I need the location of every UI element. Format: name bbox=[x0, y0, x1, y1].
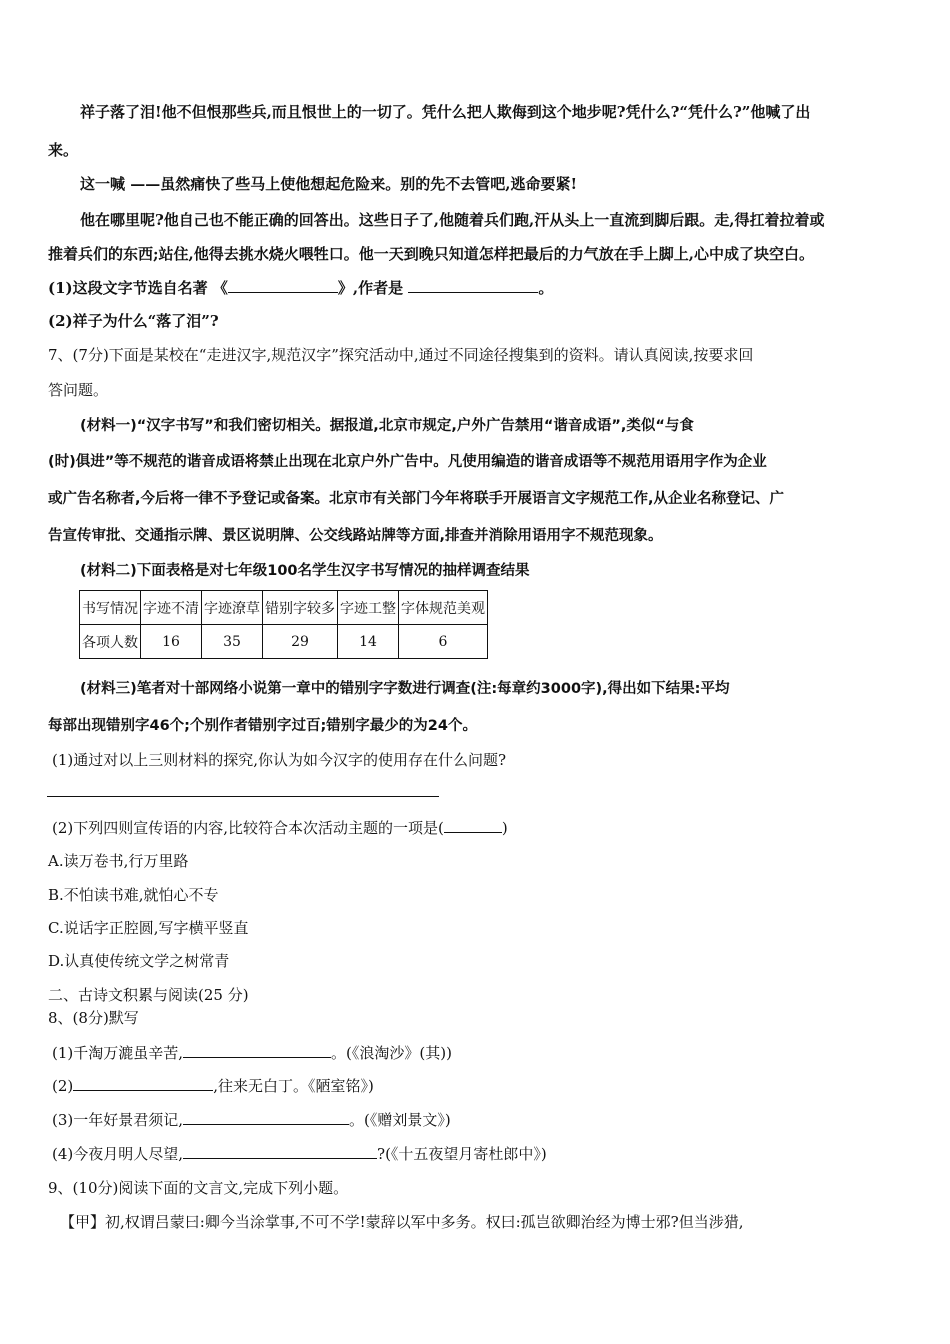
passage-paragraph-2: 这一喊 ——虽然痛快了些马上使他想起危险来。别的先不去管吧,逃命要紧! bbox=[80, 175, 578, 193]
material-1-line-2: (时)俱进”等不规范的谐音成语将禁止出现在北京户外广告中。凡使用编造的谐音成语等不规范用语用字作为企业 bbox=[48, 454, 767, 470]
table-header-cell: 字迹不清 bbox=[141, 591, 202, 625]
q8-line-3: (3)一年好景君须记, 。(《赠刘景文》) bbox=[52, 1111, 451, 1129]
option-d[interactable]: D.认真使传统文学之树常青 bbox=[48, 952, 230, 970]
table-cell: 16 bbox=[141, 625, 202, 659]
q6-sub-question-1: (1)这段文字节选自名著 《 》,作者是 。 bbox=[48, 279, 554, 297]
q8-line-4: (4)今夜月明人尽望, ?(《十五夜望月寄杜郎中》) bbox=[52, 1145, 547, 1163]
table-row bbox=[80, 625, 488, 659]
passage-paragraph-3-cont: 推着兵们的东西;站住,他得去挑水烧火喂牲口。他一天到晚只知道怎样把最后的力气放在手上脚上,心中成了块空白。 bbox=[48, 245, 814, 263]
section-heading: 二、古诗文积累与阅读(25 分) bbox=[48, 986, 249, 1004]
answer-blank[interactable] bbox=[183, 1143, 377, 1159]
material-2: (材料二)下面表格是对七年级100名学生汉字书写情况的抽样调查结果 bbox=[80, 563, 530, 579]
q7-sub-question-2: (2)下列四则宣传语的内容,比较符合本次活动主题的一项是( ) bbox=[52, 819, 508, 837]
answer-blank[interactable] bbox=[183, 1109, 349, 1125]
q8-line-1: (1)千淘万漉虽辛苦, 。(《浪淘沙》(其)) bbox=[52, 1044, 452, 1062]
table-row-label: 各项人数 bbox=[80, 625, 141, 659]
table-cell: 14 bbox=[338, 625, 399, 659]
passage-paragraph-1: 祥子落了泪!他不但恨那些兵,而且恨世上的一切了。凭什么把人欺侮到这个地步呢?凭什么?“凭什么?”他喊了出 bbox=[80, 103, 811, 121]
table-cell: 35 bbox=[202, 625, 263, 659]
material-1-line-4: 告宣传审批、交通指示牌、景区说明牌、公交线路站牌等方面,排查并消除用语用字不规范现象。 bbox=[48, 528, 663, 544]
q7-stem: 7、(7分)下面是某校在“走进汉字,规范汉字”探究活动中,通过不同途径搜集到的资料。请认真阅读,按要求回 bbox=[48, 346, 754, 364]
table-cell: 6 bbox=[399, 625, 488, 659]
q7-stem-cont: 答问题。 bbox=[48, 381, 109, 399]
table-header-cell: 字迹工整 bbox=[338, 591, 399, 625]
q8-stem: 8、(8分)默写 bbox=[48, 1009, 139, 1027]
option-b[interactable]: B.不怕读书难,就怕心不专 bbox=[48, 886, 219, 904]
material-3: (材料三)笔者对十部网络小说第一章中的错别字字数进行调查(注:每章约3000字),得出如下结果:平均 bbox=[80, 681, 730, 697]
survey-table bbox=[79, 590, 488, 659]
answer-blank[interactable] bbox=[73, 1075, 213, 1091]
material-1-line-3: 或广告名称者,今后将一律不予登记或备案。北京市有关部门今年将联手开展语言文字规范工作,从企业名称登记、广 bbox=[48, 491, 785, 507]
answer-blank[interactable] bbox=[408, 277, 538, 293]
material-1: (材料一)“汉字书写”和我们密切相关。据报道,北京市规定,户外广告禁用“谐音成语”,类似“与食 bbox=[80, 418, 694, 434]
table-cell: 29 bbox=[263, 625, 338, 659]
table-row bbox=[80, 591, 488, 625]
classical-text-jia: 【甲】初,权谓吕蒙曰:卿今当涂掌事,不可不学!蒙辞以军中多务。权曰:孤岂欲卿治经为博士邪?但当涉猎, bbox=[60, 1213, 744, 1231]
option-a[interactable]: A.读万卷书,行万里路 bbox=[48, 852, 189, 870]
q6-sub-question-2: (2)祥子为什么“落了泪”? bbox=[48, 312, 219, 330]
q8-line-2: (2) ,往来无白丁。《陋室铭》) bbox=[52, 1077, 374, 1095]
passage-paragraph-3: 他在哪里呢?他自己也不能正确的回答出。这些日子了,他随着兵们跑,汗从头上一直流到脚后跟。走,得扛着拉着或 bbox=[80, 211, 825, 229]
q9-stem: 9、(10分)阅读下面的文言文,完成下列小题。 bbox=[48, 1179, 349, 1197]
passage-paragraph-1-cont: 来。 bbox=[48, 141, 79, 159]
material-3-line-2: 每部出现错别字46个;个别作者错别字过百;错别字最少的为24个。 bbox=[48, 718, 477, 734]
q7-sub-question-1: (1)通过对以上三则材料的探究,你认为如今汉字的使用存在什么问题? bbox=[52, 751, 507, 769]
option-c[interactable]: C.说话字正腔圆,写字横平竖直 bbox=[48, 919, 249, 937]
table-header-cell: 字迹潦草 bbox=[202, 591, 263, 625]
table-header-cell: 字体规范美观 bbox=[399, 591, 488, 625]
answer-blank[interactable] bbox=[183, 1042, 331, 1058]
answer-blank[interactable] bbox=[228, 277, 338, 293]
answer-blank[interactable] bbox=[444, 817, 502, 833]
table-header-cell: 错别字较多 bbox=[263, 591, 338, 625]
table-header-cell: 书写情况 bbox=[80, 591, 141, 625]
answer-line[interactable] bbox=[47, 796, 439, 797]
